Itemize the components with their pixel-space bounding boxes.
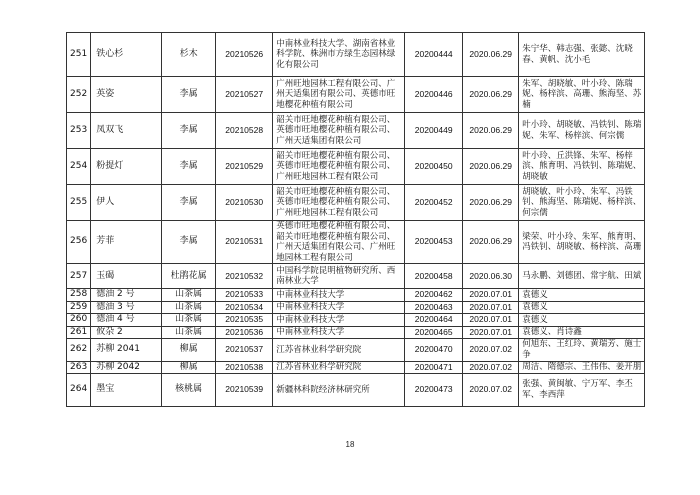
table-row bbox=[67, 374, 645, 407]
cell-owner: 中南林业科技大学 bbox=[273, 326, 405, 339]
cell-variety-name: 英姿 bbox=[91, 77, 162, 113]
cell-variety-name: 攸杂 2 bbox=[91, 326, 162, 339]
cell-application-date: 2020.06.30 bbox=[463, 264, 519, 289]
variety-table bbox=[66, 32, 645, 407]
cell-row-number: 264 bbox=[67, 374, 91, 407]
table-row bbox=[67, 301, 645, 314]
cell-grant-number: 20210527 bbox=[216, 77, 273, 113]
cell-application-number: 20200470 bbox=[405, 339, 463, 361]
cell-breeders: 梁荣、叶小玲、朱军、熊育明、冯铁钊、胡晓敏、杨梓滨、高珊 bbox=[519, 221, 645, 264]
cell-application-number: 20200444 bbox=[405, 33, 463, 77]
cell-grant-number: 20210536 bbox=[216, 326, 273, 339]
cell-genus: 杉木 bbox=[162, 33, 216, 77]
cell-application-date: 2020.06.29 bbox=[463, 149, 519, 185]
cell-application-date: 2020.07.02 bbox=[463, 374, 519, 407]
cell-breeders: 张强、黄闽敏、宁万军、李丕军、李西萍 bbox=[519, 374, 645, 407]
cell-variety-name: 苏柳 2041 bbox=[91, 339, 162, 361]
cell-owner: 中南林业科技大学 bbox=[273, 314, 405, 327]
cell-genus: 山茶属 bbox=[162, 326, 216, 339]
cell-genus: 李属 bbox=[162, 77, 216, 113]
cell-row-number: 260 bbox=[67, 314, 91, 327]
cell-breeders: 朱宁华、韩志强、张懿、沈晓春、黄帆、沈小毛 bbox=[519, 33, 645, 77]
cell-owner: 江苏省林业科学研究院 bbox=[273, 361, 405, 374]
cell-application-number: 20200465 bbox=[405, 326, 463, 339]
cell-application-number: 20200446 bbox=[405, 77, 463, 113]
document-page bbox=[66, 32, 645, 407]
cell-application-number: 20200462 bbox=[405, 289, 463, 302]
cell-grant-number: 20210532 bbox=[216, 264, 273, 289]
cell-row-number: 263 bbox=[67, 361, 91, 374]
cell-breeders: 袁德义 bbox=[519, 289, 645, 302]
cell-grant-number: 20210531 bbox=[216, 221, 273, 264]
cell-grant-number: 20210538 bbox=[216, 361, 273, 374]
table-row bbox=[67, 77, 645, 113]
cell-grant-number: 20210537 bbox=[216, 339, 273, 361]
table-row bbox=[67, 221, 645, 264]
cell-variety-name: 铁心杉 bbox=[91, 33, 162, 77]
cell-row-number: 252 bbox=[67, 77, 91, 113]
cell-variety-name: 玉碣 bbox=[91, 264, 162, 289]
cell-variety-name: 伊人 bbox=[91, 185, 162, 221]
cell-application-number: 20200463 bbox=[405, 301, 463, 314]
cell-application-date: 2020.06.29 bbox=[463, 77, 519, 113]
cell-variety-name: 芳菲 bbox=[91, 221, 162, 264]
cell-application-date: 2020.07.02 bbox=[463, 339, 519, 361]
cell-breeders: 袁德义、肖诗鑫 bbox=[519, 326, 645, 339]
cell-application-number: 20200471 bbox=[405, 361, 463, 374]
table-row bbox=[67, 339, 645, 361]
cell-genus: 李属 bbox=[162, 185, 216, 221]
cell-genus: 李属 bbox=[162, 113, 216, 149]
cell-application-date: 2020.07.02 bbox=[463, 361, 519, 374]
cell-application-date: 2020.07.01 bbox=[463, 301, 519, 314]
cell-application-number: 20200458 bbox=[405, 264, 463, 289]
cell-variety-name: 德油 4 号 bbox=[91, 314, 162, 327]
cell-breeders: 马永鹏、刘德团、常宇航、田斌 bbox=[519, 264, 645, 289]
cell-grant-number: 20210530 bbox=[216, 185, 273, 221]
cell-application-date: 2020.07.01 bbox=[463, 326, 519, 339]
cell-breeders: 袁德义 bbox=[519, 301, 645, 314]
cell-genus: 李属 bbox=[162, 221, 216, 264]
cell-genus: 山茶属 bbox=[162, 314, 216, 327]
cell-breeders: 袁德义 bbox=[519, 314, 645, 327]
cell-owner: 韶关市旺地樱花种植有限公司、英德市旺地樱花种植有限公司、广州旺地园林工程有限公司 bbox=[273, 149, 405, 185]
cell-breeders: 朱军、胡晓敏、叶小玲、陈瑞妮、杨梓滨、高珊、熊海坚、苏楠 bbox=[519, 77, 645, 113]
table-row bbox=[67, 314, 645, 327]
cell-owner: 中南林业科技大学、湖南省林业科学院、株洲市方绿生态园林绿化有限公司 bbox=[273, 33, 405, 77]
table-row bbox=[67, 361, 645, 374]
cell-variety-name: 墨宝 bbox=[91, 374, 162, 407]
table-row bbox=[67, 326, 645, 339]
cell-owner: 江苏省林业科学研究院 bbox=[273, 339, 405, 361]
cell-owner: 广州旺地园林工程有限公司、广州天适集团有限公司、英德市旺地樱花种植有限公司 bbox=[273, 77, 405, 113]
table-row bbox=[67, 264, 645, 289]
cell-genus: 杜鹃花属 bbox=[162, 264, 216, 289]
table-body bbox=[67, 33, 645, 407]
cell-application-date: 2020.06.29 bbox=[463, 185, 519, 221]
cell-breeders: 何旭东、王红玲、黄瑞芳、施士争 bbox=[519, 339, 645, 361]
cell-application-number: 20200450 bbox=[405, 149, 463, 185]
cell-application-number: 20200453 bbox=[405, 221, 463, 264]
cell-row-number: 255 bbox=[67, 185, 91, 221]
cell-variety-name: 德油 2 号 bbox=[91, 289, 162, 302]
cell-grant-number: 20210529 bbox=[216, 149, 273, 185]
cell-variety-name: 粉提灯 bbox=[91, 149, 162, 185]
cell-genus: 山茶属 bbox=[162, 301, 216, 314]
table-row bbox=[67, 185, 645, 221]
cell-grant-number: 20210539 bbox=[216, 374, 273, 407]
cell-application-number: 20200473 bbox=[405, 374, 463, 407]
cell-owner: 英德市旺地樱花种植有限公司、韶关市旺地樱花种植有限公司、广州天适集团有限公司、广州旺地园林工程有限公司 bbox=[273, 221, 405, 264]
cell-breeders: 叶小玲、胡晓敏、冯铁钊、陈瑞妮、朱军、杨梓滨、何宗儒 bbox=[519, 113, 645, 149]
cell-grant-number: 20210534 bbox=[216, 301, 273, 314]
cell-application-date: 2020.07.01 bbox=[463, 289, 519, 302]
cell-breeders: 胡晓敏、叶小玲、朱军、冯铁钊、熊海坚、陈瑞妮、杨梓滨、何宗儒 bbox=[519, 185, 645, 221]
table-row bbox=[67, 149, 645, 185]
table-row bbox=[67, 33, 645, 77]
cell-genus: 核桃属 bbox=[162, 374, 216, 407]
page-number: 18 bbox=[345, 440, 355, 449]
cell-row-number: 254 bbox=[67, 149, 91, 185]
cell-application-number: 20200452 bbox=[405, 185, 463, 221]
cell-application-number: 20200464 bbox=[405, 314, 463, 327]
cell-owner: 新疆林科院经济林研究所 bbox=[273, 374, 405, 407]
cell-row-number: 256 bbox=[67, 221, 91, 264]
cell-row-number: 259 bbox=[67, 301, 91, 314]
cell-variety-name: 苏柳 2042 bbox=[91, 361, 162, 374]
cell-row-number: 262 bbox=[67, 339, 91, 361]
cell-breeders: 周洁、隋德宗、王伟伟、姜开朋 bbox=[519, 361, 645, 374]
cell-row-number: 261 bbox=[67, 326, 91, 339]
cell-application-number: 20200449 bbox=[405, 113, 463, 149]
cell-breeders: 叶小玲、丘洪锋、朱军、杨梓滨、熊育明、冯铁钊、陈瑞妮、胡晓敏 bbox=[519, 149, 645, 185]
cell-owner: 韶关市旺地樱花种植有限公司、英德市旺地樱花种植有限公司、广州旺地园林工程有限公司 bbox=[273, 185, 405, 221]
cell-grant-number: 20210528 bbox=[216, 113, 273, 149]
table-row bbox=[67, 113, 645, 149]
cell-row-number: 257 bbox=[67, 264, 91, 289]
cell-owner: 韶关市旺地樱花种植有限公司、英德市旺地樱花种植有限公司、广州天适集团有限公司 bbox=[273, 113, 405, 149]
cell-application-date: 2020.06.29 bbox=[463, 221, 519, 264]
cell-genus: 李属 bbox=[162, 149, 216, 185]
cell-genus: 山茶属 bbox=[162, 289, 216, 302]
cell-owner: 中南林业科技大学 bbox=[273, 301, 405, 314]
cell-variety-name: 凤双飞 bbox=[91, 113, 162, 149]
cell-application-date: 2020.06.29 bbox=[463, 33, 519, 77]
cell-row-number: 251 bbox=[67, 33, 91, 77]
cell-application-date: 2020.07.01 bbox=[463, 314, 519, 327]
cell-owner: 中国科学院昆明植物研究所、西南林业大学 bbox=[273, 264, 405, 289]
cell-grant-number: 20210535 bbox=[216, 314, 273, 327]
cell-row-number: 253 bbox=[67, 113, 91, 149]
cell-owner: 中南林业科技大学 bbox=[273, 289, 405, 302]
cell-application-date: 2020.06.29 bbox=[463, 113, 519, 149]
cell-row-number: 258 bbox=[67, 289, 91, 302]
cell-grant-number: 20210533 bbox=[216, 289, 273, 302]
table-row bbox=[67, 289, 645, 302]
cell-genus: 柳属 bbox=[162, 361, 216, 374]
cell-grant-number: 20210526 bbox=[216, 33, 273, 77]
cell-genus: 柳属 bbox=[162, 339, 216, 361]
cell-variety-name: 德油 3 号 bbox=[91, 301, 162, 314]
